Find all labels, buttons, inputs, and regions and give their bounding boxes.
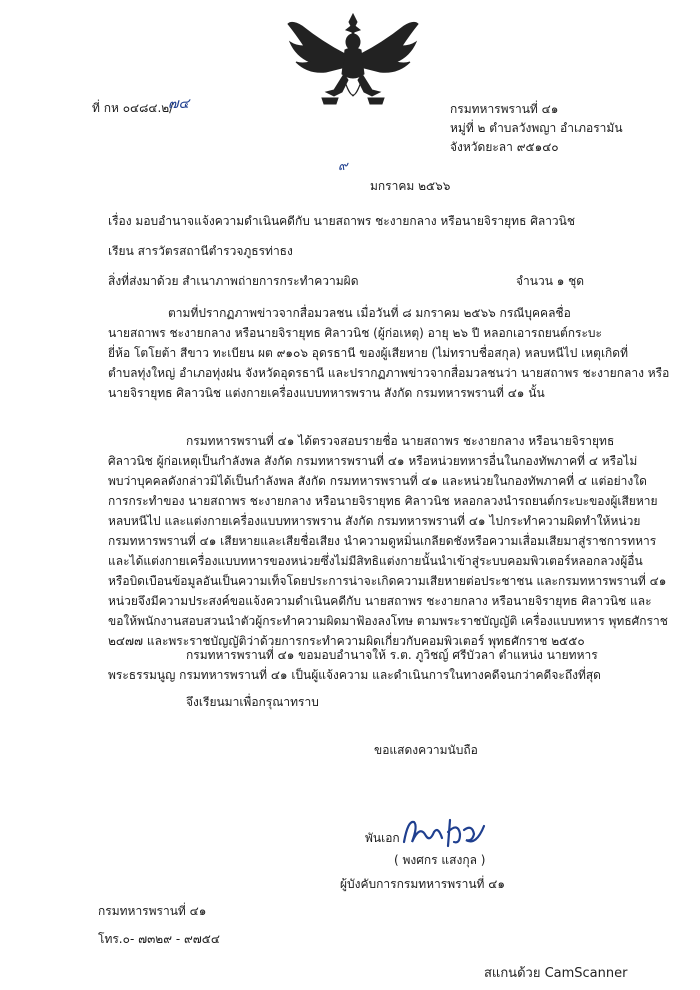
camscanner-watermark: สแกนด้วย CamScanner [484, 966, 628, 981]
paragraph-line: นายจิรายุทธ ศิลาวนิช แต่งกายเครื่องแบบทหารพราน สังกัด กรมทหารพรานที่ ๔๑ นั้น [108, 386, 545, 400]
signoff: ขอแสดงความนับถือ [374, 743, 478, 757]
paragraph-line: ๒๔๗๗ และพระราชบัญญัติว่าด้วยการกระทำความผิดเกี่ยวกับคอมพิวเตอร์ พุทธศักราช ๒๕๕๐ [108, 634, 585, 648]
enclosure-line: สิ่งที่ส่งมาด้วย สำเนาภาพถ่ายการกระทำความผิด [108, 274, 359, 288]
recipient-line: เรียน สารวัตรสถานีตำรวจภูธรท่าธง [108, 244, 293, 258]
paragraph-line: หลบหนีไป และแต่งกายเครื่องแบบทหารพราน สังกัด กรมทหารพรานที่ ๔๑ ไปกระทำความผิดทำให้หน่วย [108, 514, 641, 528]
letter-date: มกราคม ๒๕๖๖ [370, 179, 451, 193]
paragraph-line: กรมทหารพรานที่ ๔๑ ขอมอบอำนาจให้ ร.ต. ภูวิชญ์ ศรีบัวลา ตำแหน่ง นายทหาร [186, 648, 598, 662]
body-paragraph-2 [108, 431, 668, 651]
date-day-handwritten: ๙ [338, 159, 348, 174]
reference-number: ที่ กห ๐๔๘๔.๒/ [92, 101, 174, 115]
handwritten-signature [398, 812, 488, 852]
paragraph-line: ยี่ห้อ โตโยต้า สีขาว ทะเบียน ผต ๙๑๐๖ อุดรธานี ของผู้เสียหาย (ไม่ทราบชื่อสกุล) หลบหนีไป เหตุเกิดที่ [108, 346, 629, 360]
closing-line: จึงเรียนมาเพื่อกรุณาทราบ [186, 695, 319, 709]
paragraph-line: พบว่าบุคคลดังกล่าวมิได้เป็นกำลังพล สังกัด กรมทหารพรานที่ ๔๑ และหน่วยในกองทัพภาคที่ ๔ แต่อย่างใด [108, 474, 647, 488]
sender-address [450, 100, 623, 157]
paragraph-line: ตำบลทุ่งใหญ่ อำเภอทุ่งฝน จังหวัดอุดรธานี และปรากฏภาพข่าวจากสื่อมวลชนว่า นายสถาพร ชะงายกลาง หรือ [108, 366, 670, 380]
body-paragraph-3 [108, 645, 644, 685]
paragraph-line: การกระทำของ นายสถาพร ชะงายกลาง หรือนายจิรายุทธ ศิลาวนิช หลอกลวงนำรถยนต์กระบะของผู้เสียหาย [108, 494, 658, 508]
paragraph-line: ตามที่ปรากฏภาพข่าวจากสื่อมวลชน เมื่อวันที่ ๘ มกราคม ๒๕๖๖ กรณีบุคคลชื่อ [168, 306, 571, 320]
reference-number-handwritten: ๗๔ [168, 96, 190, 112]
department-name: กรมทหารพรานที่ ๔๑ [98, 904, 207, 918]
body-paragraph-1 [108, 303, 670, 403]
enclosure-count: จำนวน ๑ ชุด [516, 274, 585, 288]
paragraph-line: นายสถาพร ชะงายกลาง หรือนายจิรายุทธ ศิลาวนิช (ผู้ก่อเหตุ) อายุ ๒๖ ปี หลอกเอารถยนต์กระบะ [108, 326, 602, 340]
paragraph-line: ศิลาวนิช ผู้ก่อเหตุเป็นกำลังพล สังกัด กรมทหารพรานที่ ๔๑ หรือหน่วยทหารอื่นในกองทัพภาคที่ ๔ หรือไม่ [108, 454, 638, 468]
paragraph-line: และได้แต่งกายเครื่องแบบทหารของหน่วยซึ่งไม่มีสิทธิแต่งกายนั้นนำเข้าสู่ระบบคอมพิวเตอร์หลอกลวงผู้อื่น [108, 554, 643, 568]
paragraph-line: หน่วยจึงมีความประสงค์ขอแจ้งความดำเนินคดีกับ นายสถาพร ชะงายกลาง หรือนายจิรายุทธ ศิลาวนิช และ [108, 594, 652, 608]
paragraph-line: หรือบิดเบือนข้อมูลอันเป็นความเท็จโดยประการน่าจะเกิดความเสียหายต่อประชาชน และกรมทหารพรานที่ ๔๑ [108, 574, 667, 588]
signer-title: ผู้บังคับการกรมทหารพรานที่ ๔๑ [340, 877, 505, 891]
address-line: หมู่ที่ ๒ ตำบลวังพญา อำเภอรามัน [450, 121, 623, 135]
paragraph-line: ขอให้พนักงานสอบสวนนำตัวผู้กระทำความผิดมาฟ้องลงโทษ ตามพระราชบัญญัติ เครื่องแบบทหาร พุทธศักราช [108, 614, 668, 628]
garuda-emblem-icon [282, 12, 424, 114]
address-line: กรมทหารพรานที่ ๔๑ [450, 102, 559, 116]
paragraph-line: กรมทหารพรานที่ ๔๑ เสียหายและเสียชื่อเสียง นำความดูหมิ่นเกลียดชังหรือความเสื่อมเสียมาสู่ราชการทหาร [108, 534, 657, 548]
paragraph-line: กรมทหารพรานที่ ๔๑ ได้ตรวจสอบรายชื่อ นายสถาพร ชะงายกลาง หรือนายจิรายุทธ [186, 434, 615, 448]
address-line: จังหวัดยะลา ๙๕๑๔๐ [450, 140, 559, 154]
subject-line: เรื่อง มอบอำนาจแจ้งความดำเนินคดีกับ นายสถาพร ชะงายกลาง หรือนายจิรายุทธ ศิลาวนิช [108, 214, 576, 228]
signer-rank: พันเอก [365, 831, 400, 845]
paragraph-line: พระธรรมนูญ กรมทหารพรานที่ ๔๑ เป็นผู้แจ้งความ และดำเนินการในทางคดีจนกว่าคดีจะถึงที่สุด [108, 668, 601, 682]
signer-name: ( พงศกร แสงกุล ) [394, 853, 486, 867]
phone-number: โทร.๐- ๗๓๒๙ - ๙๗๕๔ [98, 932, 220, 946]
